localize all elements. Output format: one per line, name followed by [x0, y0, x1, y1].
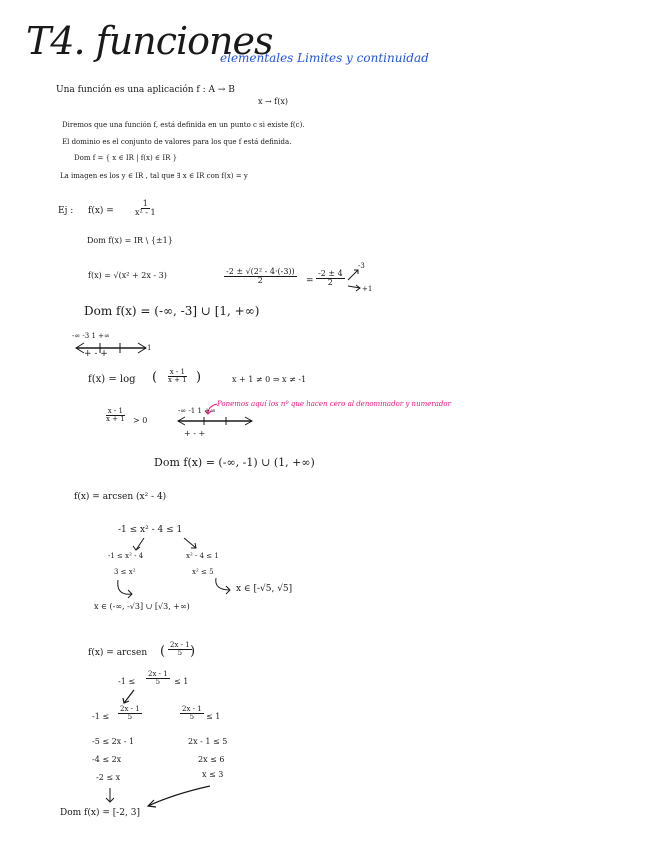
ex5-right-numerator: 2x - 1	[182, 705, 202, 713]
ex4-right-step-1: x² - 4 ≤ 1	[186, 552, 219, 560]
ex3-inequality	[104, 408, 127, 423]
ex3-annotation: Ponemos aquí los nº que hacen cero al denominador y numerador	[217, 400, 451, 408]
page-subtitle: elementales Limites y continuidad	[220, 51, 429, 65]
ex5-right-step-3: 2x ≤ 6	[198, 755, 225, 764]
ex5-left-step-2: -5 ≤ 2x - 1	[92, 737, 135, 746]
ex4-left-step-2: 3 ≤ x²	[114, 568, 136, 576]
ex2-domain: Dom f(x) = (-∞, -3] ∪ [1, +∞)	[84, 304, 260, 318]
ex4-left-step-1: -1 ≤ x² - 4	[108, 552, 144, 560]
ex2-root-2: +1	[362, 285, 373, 293]
ex1-function: f(x) =	[88, 206, 114, 216]
ex3-sign-line	[176, 414, 256, 428]
ex5-ineq-fraction	[146, 671, 170, 686]
ex4-right-step-2: x² ≤ 5	[192, 568, 214, 576]
ex4-function: f(x) = arcsen (x² - 4)	[74, 492, 167, 502]
domain-definition: Dom f = { x ∈ IR | f(x) ∈ IR }	[74, 154, 178, 162]
ex3-condition: x + 1 ≠ 0 ⇒ x ≠ -1	[232, 375, 307, 384]
page-title: T4. funciones	[26, 19, 273, 63]
ex1-domain: Dom f(x) = IR \ {±1}	[87, 236, 173, 245]
definition-1: Diremos que una función f, está definida en un punto c si existe f(c).	[62, 121, 305, 129]
ex1-fraction	[133, 200, 158, 217]
ex3-ineq-numerator: x - 1	[107, 407, 123, 415]
definition-2: El dominio es el conjunto de valores para los que f está definida.	[62, 138, 292, 146]
ex3-close-paren: )	[196, 370, 202, 385]
ex4-left-arrow	[112, 578, 140, 602]
ex5-domain: Dom f(x) = [-2, 3]	[60, 808, 140, 818]
ex5-left-step-1: -1 ≤	[92, 712, 110, 721]
ex2-quadratic	[224, 268, 297, 285]
ex3-numerator: x - 1	[169, 368, 185, 376]
ex2-equals: =	[306, 276, 314, 286]
ex5-function: f(x) = arcsen	[88, 648, 148, 658]
ex5-close-paren: )	[190, 644, 196, 659]
ex4-right-arrow	[212, 576, 238, 596]
ex5-right-fraction	[180, 706, 204, 721]
ex4-inequality: -1 ≤ x² - 4 ≤ 1	[118, 525, 183, 535]
ex5-ineq-left: -1 ≤	[118, 677, 136, 686]
ex5-left-denominator: 5	[127, 713, 133, 721]
ex2-calc-numerator: -2 ± √(2² - 4·(-3))	[226, 267, 295, 276]
ex3-domain: Dom f(x) = (-∞, -1) ∪ (1, +∞)	[154, 456, 315, 469]
example-label: Ej :	[58, 206, 74, 216]
ex5-right-step-1: ≤ 1	[206, 712, 221, 721]
ex4-right-result: x ∈ [-√5, √5]	[236, 584, 293, 594]
ex5-back-arrow	[144, 784, 214, 810]
ex2-line-ticks: -∞ -3 1 +∞	[72, 332, 110, 340]
ex2-calc-denominator: 2	[257, 276, 263, 285]
ex3-fraction	[166, 369, 189, 384]
ex4-left-result: x ∈ (-∞, -√3] ∪ [√3, +∞)	[94, 602, 190, 611]
ex2-function: f(x) = √(x² + 2x - 3)	[88, 271, 167, 280]
ex1-numerator: 1	[142, 199, 148, 208]
ex3-open-paren: (	[152, 370, 158, 385]
ex2-root-arrows	[346, 266, 366, 292]
ex2-result	[316, 270, 345, 287]
ex5-open-paren: (	[160, 644, 166, 659]
ex5-down-arrow	[104, 786, 118, 806]
ex5-left-step-4: -2 ≤ x	[96, 773, 121, 782]
intro-line-1: Una función es una aplicación f : A → B	[56, 85, 235, 95]
ex5-ineq-numerator: 2x - 1	[148, 670, 168, 678]
intro-line-2: x → f(x)	[258, 97, 289, 106]
ex2-line-end: 1	[147, 344, 152, 352]
ex2-result-denominator: 2	[327, 278, 333, 287]
ex5-ineq-right: ≤ 1	[174, 677, 189, 686]
ex2-line-signs: + - +	[84, 349, 108, 359]
image-definition: La imagen es los y ∈ IR , tal que ∃ x ∈ IR con f(x) = y	[60, 172, 248, 180]
ex5-fraction	[168, 642, 192, 657]
ex3-denominator: x + 1	[168, 376, 187, 384]
ex5-fraction-numerator: 2x - 1	[170, 641, 190, 649]
ex5-left-step-3: -4 ≤ 2x	[92, 755, 122, 764]
ex5-ineq-denominator: 5	[155, 678, 161, 686]
ex5-right-step-4: x ≤ 3	[202, 770, 224, 779]
ex5-split-arrow	[120, 688, 140, 706]
ex1-denominator: x² - 1	[135, 208, 156, 217]
ex5-right-denominator: 5	[189, 713, 195, 721]
ex2-result-numerator: -2 ± 4	[318, 269, 343, 278]
ex5-left-fraction	[118, 706, 142, 721]
ex2-root-1: -3	[358, 262, 365, 270]
ex5-fraction-denominator: 5	[177, 649, 183, 657]
ex3-ineq-denominator: x + 1	[106, 415, 125, 423]
ex3-function: f(x) = log	[88, 374, 136, 385]
ex5-right-step-2: 2x - 1 ≤ 5	[188, 737, 228, 746]
ex3-line-ticks: -∞ -1 1 +∞	[178, 407, 216, 415]
ex3-line-signs: + - +	[184, 429, 206, 438]
ex3-inequality-relation: > 0	[133, 416, 148, 425]
ex5-left-numerator: 2x - 1	[120, 705, 140, 713]
